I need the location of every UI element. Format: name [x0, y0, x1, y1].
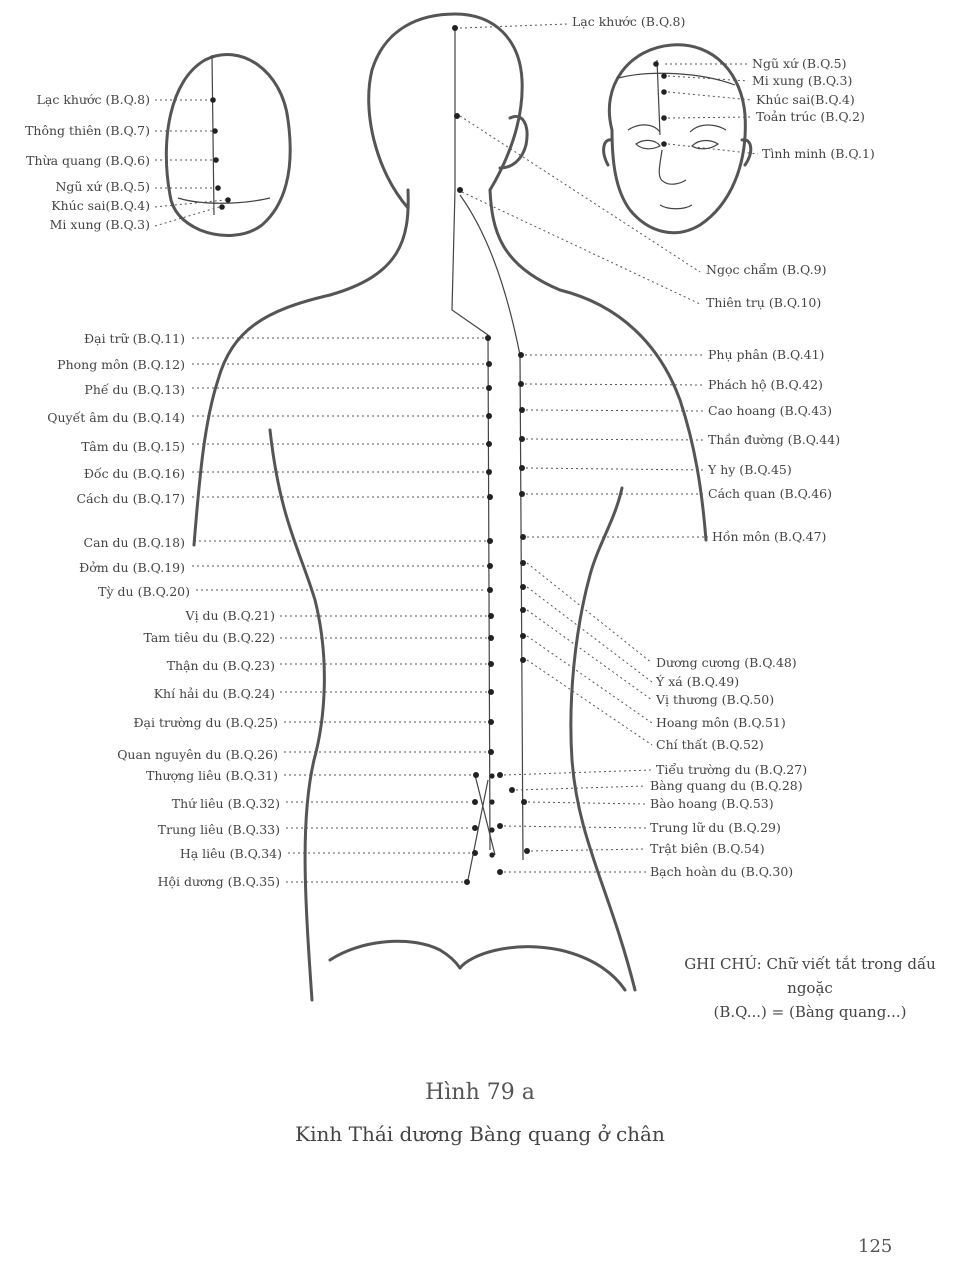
acupoint-dot	[486, 469, 492, 475]
neck-label: Thiên trụ (B.Q.10)	[706, 295, 822, 310]
left-label: Phong môn (B.Q.12)	[57, 357, 185, 372]
leader-line	[516, 786, 646, 790]
left-label: Cách du (B.Q.17)	[76, 491, 185, 506]
right-label: Trung lữ du (B.Q.29)	[650, 820, 781, 835]
head-label: Khúc sai(B.Q.4)	[51, 198, 150, 213]
head-label: Thông thiên (B.Q.7)	[25, 123, 150, 138]
left-label: Phế du (B.Q.13)	[84, 382, 185, 397]
acupoint-dot	[519, 407, 525, 413]
leader-line	[527, 660, 652, 745]
acupoint-dot	[472, 799, 478, 805]
head-label: Lạc khước (B.Q.8)	[36, 92, 150, 107]
left-label: Đốc du (B.Q.16)	[83, 466, 185, 481]
acupoint-dot	[488, 689, 494, 695]
left-label: Quyết âm du (B.Q.14)	[47, 410, 185, 425]
right-label: Phách hộ (B.Q.42)	[708, 377, 823, 392]
acupoint-dot	[486, 413, 492, 419]
acupoint-dot	[210, 97, 216, 103]
left-label: Đại trữ (B.Q.11)	[84, 331, 185, 346]
acupoint-dot	[487, 538, 493, 544]
leader-line	[526, 439, 704, 440]
acupoint-dot	[472, 850, 478, 856]
acupoint-dot	[497, 772, 503, 778]
face-labels	[752, 56, 875, 161]
left-label: Hội dương (B.Q.35)	[157, 874, 280, 889]
acupoint-dot	[215, 185, 221, 191]
acupoint-dot	[489, 799, 494, 804]
right-label: Hoang môn (B.Q.51)	[656, 715, 786, 730]
acupoint-dot	[519, 491, 525, 497]
acupoint-dot	[518, 352, 524, 358]
leader-line	[527, 610, 652, 700]
leader-line	[526, 410, 704, 411]
page-number: 125	[858, 1236, 893, 1257]
acupoint-dot	[454, 113, 460, 119]
right-label: Phụ phân (B.Q.41)	[708, 347, 825, 362]
acupoint-dots	[210, 25, 667, 885]
acupoint-dot	[661, 89, 667, 95]
face-label: Khúc sai(B.Q.4)	[756, 92, 855, 107]
acupoint-dot	[472, 825, 478, 831]
leader-line	[531, 849, 646, 851]
left-label: Đởm du (B.Q.19)	[79, 560, 185, 575]
neck-labels	[706, 262, 826, 310]
acupoint-dot	[488, 749, 494, 755]
leader-line	[504, 770, 652, 775]
leader-line	[527, 636, 652, 723]
face-label: Toản trúc (B.Q.2)	[756, 109, 865, 124]
right-label: Tiểu trường du (B.Q.27)	[656, 762, 808, 777]
acupoint-dot	[520, 657, 526, 663]
leader-line	[460, 24, 568, 28]
leader-line	[462, 192, 700, 304]
acupoint-dot	[509, 787, 515, 793]
right-label: Trật biên (B.Q.54)	[650, 841, 765, 856]
acupoint-dot	[520, 607, 526, 613]
note-line-2: (B.Q...) = (Bàng quang...)	[713, 1003, 907, 1021]
left-label: Đại trường du (B.Q.25)	[133, 715, 278, 730]
left-label: Khí hải du (B.Q.24)	[153, 686, 275, 701]
right-label: Vị thương (B.Q.50)	[656, 692, 775, 707]
acupoint-dot	[487, 494, 493, 500]
acupoint-dot	[661, 141, 667, 147]
head-label: Mi xung (B.Q.3)	[49, 217, 150, 232]
acupoint-dot	[487, 587, 493, 593]
acupoint-dot	[518, 381, 524, 387]
acupoint-dot	[497, 823, 503, 829]
left-label: Tam tiêu du (B.Q.22)	[143, 630, 275, 645]
neck-label: Ngọc chẩm (B.Q.9)	[706, 262, 827, 277]
acupoint-dot	[524, 848, 530, 854]
acupoint-dot	[520, 633, 526, 639]
acupoint-dot	[213, 157, 219, 163]
face-label: Ngũ xứ (B.Q.5)	[752, 56, 847, 71]
head-top-outline	[166, 55, 290, 236]
acupoint-dot	[486, 385, 492, 391]
right-label: Bào hoang (B.Q.53)	[650, 796, 774, 811]
label-top-lac-khuoc: Lạc khước (B.Q.8)	[572, 14, 686, 29]
face-label: Tình minh (B.Q.1)	[762, 146, 875, 161]
acupoint-dot	[486, 361, 492, 367]
left-label: Trung liêu (B.Q.33)	[157, 822, 280, 837]
left-label: Thứ liêu (B.Q.32)	[171, 796, 280, 811]
right-label: Cách quan (B.Q.46)	[708, 486, 832, 501]
acupoint-dot	[485, 335, 491, 341]
acupoint-dot	[489, 773, 494, 778]
right-label: Hồn môn (B.Q.47)	[712, 529, 827, 544]
left-label: Vị du (B.Q.21)	[185, 608, 275, 623]
left-labels	[47, 331, 282, 889]
figure-subtitle: Kinh Thái dương Bàng quang ở chân	[295, 1122, 665, 1146]
right-label: Dương cương (B.Q.48)	[656, 655, 797, 670]
acupoint-dot	[519, 465, 525, 471]
acupoint-dot	[486, 441, 492, 447]
leader-line	[526, 468, 704, 470]
head-top-labels	[25, 92, 150, 232]
acupoint-dot	[497, 869, 503, 875]
left-label: Quan nguyên du (B.Q.26)	[117, 747, 278, 762]
acupoint-dot	[487, 563, 493, 569]
acupoint-dot	[520, 560, 526, 566]
left-label: Tỳ du (B.Q.20)	[98, 584, 190, 599]
acupoint-dot	[212, 128, 218, 134]
acupoint-dot	[520, 584, 526, 590]
acupoint-dot	[489, 852, 494, 857]
acupoint-dot	[521, 799, 527, 805]
right-label: Bàng quang du (B.Q.28)	[650, 778, 803, 793]
acupoint-dot	[520, 534, 526, 540]
acupoint-dot	[464, 879, 470, 885]
head-label: Thừa quang (B.Q.6)	[26, 153, 150, 168]
acupoint-dot	[488, 661, 494, 667]
right-label: Cao hoang (B.Q.43)	[708, 403, 832, 418]
acupoint-dot	[488, 613, 494, 619]
leader-line	[528, 802, 646, 804]
acupoint-dot	[489, 827, 494, 832]
face-outline	[604, 45, 751, 233]
acupoint-dot	[488, 635, 494, 641]
leader-line	[668, 117, 752, 118]
acupoint-dot	[225, 197, 231, 203]
head-label: Ngũ xứ (B.Q.5)	[55, 179, 150, 194]
figure-title: Hình 79 a	[425, 1080, 535, 1105]
legend-note	[660, 952, 960, 1024]
acupoint-dot	[661, 73, 667, 79]
left-label: Can du (B.Q.18)	[83, 535, 185, 550]
leader-line	[460, 116, 700, 272]
note-line-1: GHI CHÚ: Chữ viết tắt trong dấu ngoặc	[684, 955, 936, 997]
left-label: Tâm du (B.Q.15)	[81, 439, 185, 454]
left-label: Hạ liêu (B.Q.34)	[179, 846, 282, 861]
right-label: Ý xá (B.Q.49)	[656, 674, 740, 689]
acupoint-dot	[473, 772, 479, 778]
leader-line	[525, 384, 704, 385]
right-label: Thần đường (B.Q.44)	[708, 432, 841, 447]
leader-line	[527, 587, 652, 682]
acupoint-dot	[519, 436, 525, 442]
acupoint-dot	[661, 115, 667, 121]
right-label: Bạch hoàn du (B.Q.30)	[650, 864, 794, 879]
face-label: Mi xung (B.Q.3)	[752, 73, 853, 88]
right-label: Y hy (B.Q.45)	[708, 462, 792, 477]
acupoint-dot	[653, 61, 659, 67]
left-label: Thượng liêu (B.Q.31)	[146, 768, 278, 783]
acupoint-dot	[219, 204, 225, 210]
acupoint-dot	[488, 719, 494, 725]
acupoint-dot	[452, 25, 458, 31]
left-label: Thận du (B.Q.23)	[166, 658, 275, 673]
right-label: Chí thất (B.Q.52)	[656, 737, 764, 752]
leader-line	[504, 826, 646, 828]
right-labels	[650, 347, 840, 879]
